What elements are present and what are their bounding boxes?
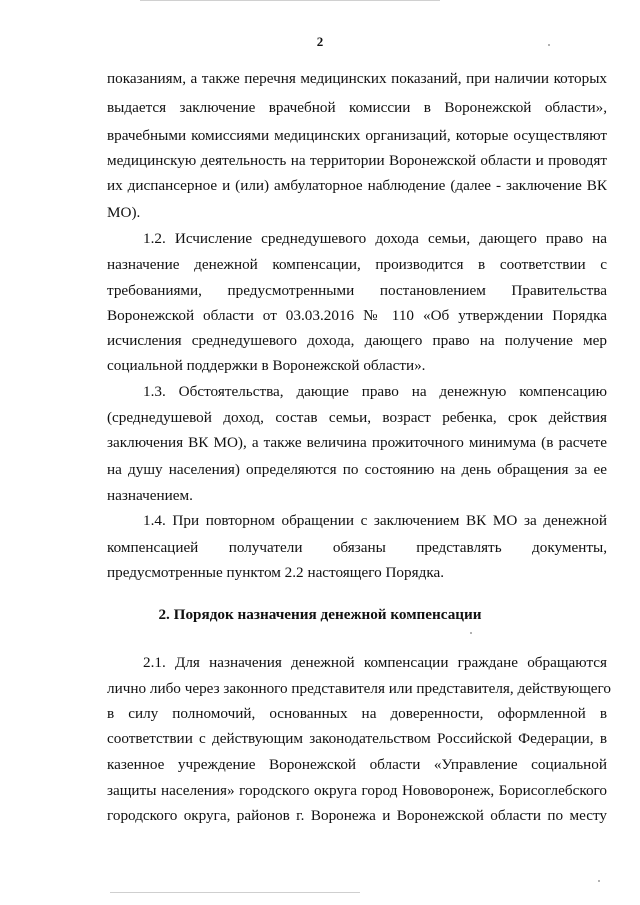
text-line: на душу населения) определяются по состоянию на день обращения за ее	[107, 461, 607, 478]
page-number: 2	[316, 34, 324, 49]
text-line: компенсацией получатели обязаны представлять документы,	[107, 539, 607, 556]
text-line: 1.3. Обстоятельства, дающие право на денежную компенсацию	[143, 383, 607, 400]
text-line: лично либо через законного представителя или представителя, действующего	[107, 680, 611, 697]
text-line: требованиями, предусмотренными постановлением Правительства	[107, 282, 607, 299]
text-line: медицинскую деятельность на территории Воронежской области и проводят	[107, 152, 607, 169]
scan-speck	[470, 632, 472, 634]
text-line: назначение денежной компенсации, производится в соответствии с	[107, 256, 607, 273]
text-line: социальной поддержки в Воронежской области».	[107, 357, 426, 374]
text-line: выдается заключение врачебной комиссии в Воронежской области»,	[107, 99, 607, 116]
scan-speck	[598, 880, 600, 882]
section-heading: 2. Порядок назначения денежной компенсации	[158, 606, 482, 623]
text-line: Воронежской области от 03.03.2016 № 110 «Об утверждении Порядка	[107, 307, 607, 324]
text-line: заключения ВК МО), а также величина прожиточного минимума (в расчете	[107, 434, 607, 451]
scan-speck	[548, 44, 550, 46]
text-line: врачебными комиссиями медицинских организаций, которые осуществляют	[107, 127, 607, 144]
text-line: предусмотренные пунктом 2.2 настоящего Порядка.	[107, 564, 445, 581]
text-line: городского округа, районов г. Воронежа и Воронежской области по месту	[107, 807, 607, 824]
text-line: МО).	[107, 204, 141, 221]
text-line: (среднедушевой доход, состав семьи, возраст ребенка, срок действия	[107, 409, 607, 426]
text-line: в силу полномочий, основанных на доверенности, оформленной в	[107, 705, 607, 722]
text-line: 1.2. Исчисление среднедушевого дохода семьи, дающего право на	[143, 230, 607, 247]
text-line: назначением.	[107, 487, 193, 504]
text-line: их диспансерное и (или) амбулаторное наблюдение (далее - заключение ВК	[107, 177, 607, 194]
text-line: 2.1. Для назначения денежной компенсации граждане обращаются	[143, 654, 607, 671]
text-line: 1.4. При повторном обращении с заключением ВК МО за денежной	[143, 512, 607, 529]
scan-edge-top	[140, 0, 440, 1]
text-line: соответствии с действующим законодательством Российской Федерации, в	[107, 730, 607, 747]
text-line: защиты населения» городского округа город Нововоронеж, Борисоглебского	[107, 782, 607, 799]
text-line: исчисления среднедушевого дохода, дающего право на получение мер	[107, 332, 607, 349]
text-line: казенное учреждение Воронежской области «Управление социальной	[107, 756, 607, 773]
text-line: показаниям, а также перечня медицинских показаний, при наличии которых	[107, 70, 607, 87]
scan-edge-bottom	[110, 892, 360, 893]
